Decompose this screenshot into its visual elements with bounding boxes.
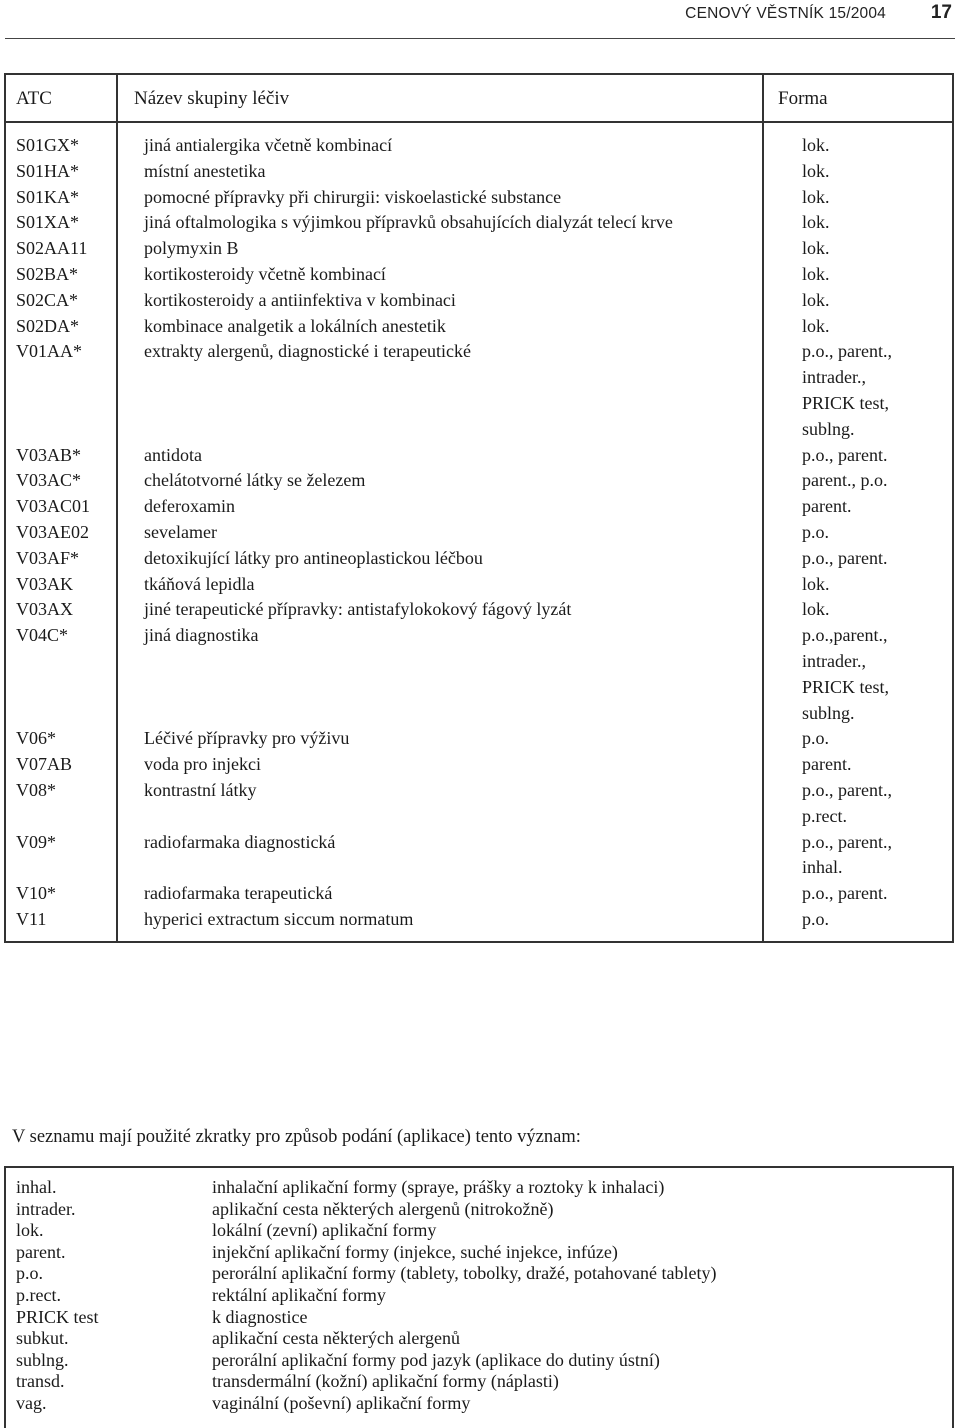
dosage-form-line: p.o., parent. [802,547,888,568]
abbreviation-meaning: lokální (zevní) aplikační formy [212,1220,437,1241]
drug-group-name: jiné terapeutické přípravky: antistafylokokový fágový lyzát [144,599,572,620]
dosage-form [784,339,960,442]
dosage-form-line: p.o.,parent., [802,625,888,646]
atc-code: V07AB [16,754,73,775]
table-row [6,133,952,159]
list-item [6,1263,952,1285]
abbreviation: transd. [16,1371,65,1392]
drug-group-name: kortikosteroidy včetně kombinací [144,263,386,284]
dosage-form-line: lok. [802,573,830,594]
list-item [6,1220,952,1242]
abbreviation: PRICK test [16,1306,99,1327]
atc-code: S02BA* [16,263,79,284]
atc-code: V03AF* [16,547,80,568]
dosage-form-line: p.o. [802,521,829,542]
atc-table-body [6,133,952,933]
table-row [6,468,952,494]
table-row [6,726,952,752]
drug-group-name: chelátotvorné látky se železem [144,470,366,491]
abbreviation-meaning: perorální aplikační formy (tablety, tobolky, dražé, potahované tablety) [212,1263,717,1284]
dosage-form-line: PRICK test, [802,676,890,697]
abbreviation-meaning: k diagnostice [212,1306,308,1327]
drug-group-name: extrakty alergenů, diagnostické i terapeutické [144,341,472,362]
abbreviations-table-body [6,1177,952,1415]
abbreviation-meaning: perorální aplikační formy pod jazyk (aplikace do dutiny ústní) [212,1349,660,1370]
drug-group-name: detoxikující látky pro antineoplastickou léčbou [144,547,483,568]
table-row [6,314,952,340]
atc-table [4,73,954,943]
table-row [6,210,952,236]
abbreviation-meaning: transdermální (kožní) aplikační formy (náplasti) [212,1371,559,1392]
drug-group-name: jiná antialergika včetně kombinací [144,135,393,155]
drug-group-name: Léčivé přípravky pro výživu [144,728,350,749]
drug-group-name: kombinace analgetik a lokálních anestetik [144,315,446,336]
table-row [6,830,952,882]
atc-code: V03AC01 [16,496,91,517]
page-number: 17 [930,2,952,23]
dosage-form [784,159,960,185]
drug-group-name: radiofarmaka terapeutická [144,883,333,904]
table-row [6,546,952,572]
dosage-form [784,623,960,726]
header-row-divider [6,121,952,123]
dosage-form [784,133,960,159]
column-header-atc: ATC [16,88,52,109]
dosage-form-line: p.o. [802,908,829,929]
dosage-form-line: sublng. [802,702,855,723]
dosage-form [784,881,960,907]
dosage-form-line: p.o., parent. [802,883,888,904]
header-divider [5,38,955,39]
dosage-form [784,752,960,778]
dosage-form [784,572,960,598]
list-item [6,1199,952,1221]
column-header-form: Forma [778,88,828,109]
dosage-form [784,726,960,752]
abbreviation: subkut. [16,1328,69,1349]
dosage-form-line: p.o., parent. [802,444,888,465]
atc-code: V08* [16,779,56,800]
atc-code: V06* [16,728,56,749]
drug-group-name: kortikosteroidy a antiinfektiva v kombinaci [144,289,456,310]
drug-group-name: jiná oftalmologika s výjimkou přípravků obsahujících dialyzát telecí krve [144,212,673,233]
abbreviation-meaning: inhalační aplikační formy (spraye, prášky a roztoky k inhalaci) [212,1177,665,1197]
dosage-form [784,597,960,623]
list-item [6,1177,952,1199]
atc-code: V11 [16,908,47,929]
dosage-form-line: p.o., parent., [802,779,892,800]
dosage-form-line: parent. [802,496,852,517]
atc-code: V04C* [16,625,69,646]
drug-group-name: polymyxin B [144,238,239,259]
abbreviation: vag. [16,1392,47,1413]
drug-group-name: pomocné přípravky při chirurgii: viskoelastické substance [144,186,562,207]
table-row [6,159,952,185]
atc-code: S02AA11 [16,238,88,259]
atc-code: V03AX [16,599,73,620]
list-item [6,1371,952,1393]
dosage-form-line: lok. [802,599,830,620]
table-row [6,778,952,830]
journal-title: CENOVÝ VĚSTNÍK 15/2004 [685,5,886,22]
dosage-form [784,830,960,882]
atc-code: V03AK [16,573,73,594]
table-row [6,339,952,442]
table-row [6,881,952,907]
table-row [6,443,952,469]
table-row [6,494,952,520]
drug-group-name: kontrastní látky [144,779,257,800]
dosage-form [784,778,960,830]
dosage-form [784,314,960,340]
atc-code: S01XA* [16,212,80,233]
dosage-form-line: lok. [802,263,830,284]
table-row [6,907,952,933]
dosage-form-line: lok. [802,186,830,207]
abbreviation: lok. [16,1220,44,1241]
dosage-form [784,443,960,469]
abbreviation: p.o. [16,1263,43,1284]
dosage-form-line: intrader., [802,650,866,671]
drug-group-name: antidota [144,444,202,465]
abbreviation-meaning: vaginální (poševní) aplikační formy [212,1392,471,1413]
abbreviations-note: V seznamu mají použité zkratky pro způsob podání (aplikace) tento význam: [12,1127,581,1147]
table-row [6,262,952,288]
atc-code: V01AA* [16,341,82,362]
abbreviation: intrader. [16,1198,76,1219]
atc-code: V03AC* [16,470,82,491]
dosage-form-line: p.o., parent., [802,831,892,852]
abbreviation-meaning: rektální aplikační formy [212,1284,386,1305]
list-item [6,1393,952,1415]
drug-group-name: deferoxamin [144,496,235,517]
drug-group-name: radiofarmaka diagnostická [144,831,336,852]
dosage-form-line: lok. [802,135,830,155]
abbreviation-meaning: aplikační cesta některých alergenů (nitrokožně) [212,1198,554,1219]
column-header-name: Název skupiny léčiv [134,88,290,109]
table-row [6,288,952,314]
drug-group-name: jiná diagnostika [144,625,259,646]
atc-code: S01GX* [16,135,80,155]
atc-code: V03AE02 [16,521,89,542]
list-item [6,1307,952,1329]
list-item [6,1242,952,1264]
dosage-form-line: intrader., [802,367,866,388]
table-row [6,623,952,726]
abbreviation-meaning: injekční aplikační formy (injekce, suché injekce, infúze) [212,1241,618,1262]
atc-code: V10* [16,883,56,904]
dosage-form [784,494,960,520]
list-item [6,1350,952,1372]
atc-code: S01HA* [16,160,80,181]
dosage-form [784,468,960,494]
drug-group-name: hyperici extractum siccum normatum [144,908,414,929]
dosage-form [784,907,960,933]
dosage-form [784,210,960,236]
dosage-form [784,262,960,288]
dosage-form [784,546,960,572]
dosage-form-line: lok. [802,289,830,310]
table-row [6,185,952,211]
abbreviations-table [4,1166,954,1428]
abbreviation: p.rect. [16,1284,61,1305]
atc-code: V09* [16,831,56,852]
drug-group-name: sevelamer [144,521,217,542]
drug-group-name: místní anestetika [144,160,266,181]
dosage-form-line: p.o., parent., [802,341,892,362]
dosage-form-line: lok. [802,212,830,233]
dosage-form [784,185,960,211]
table-row [6,520,952,546]
abbreviation-meaning: aplikační cesta některých alergenů [212,1328,461,1349]
abbreviation: inhal. [16,1177,57,1197]
dosage-form [784,520,960,546]
dosage-form-line: p.rect. [802,805,847,826]
table-row [6,752,952,778]
list-item [6,1328,952,1350]
atc-code: S02DA* [16,315,80,336]
abbreviation: sublng. [16,1349,69,1370]
dosage-form-line: p.o. [802,728,829,749]
dosage-form-line: sublng. [802,418,855,439]
dosage-form-line: lok. [802,238,830,259]
atc-code: V03AB* [16,444,82,465]
drug-group-name: tkáňová lepidla [144,573,255,594]
list-item [6,1285,952,1307]
table-row [6,597,952,623]
atc-code: S01KA* [16,186,80,207]
drug-group-name: voda pro injekci [144,754,261,775]
dosage-form-line: PRICK test, [802,392,890,413]
atc-code: S02CA* [16,289,79,310]
dosage-form [784,288,960,314]
dosage-form [784,236,960,262]
dosage-form-line: lok. [802,160,830,181]
dosage-form-line: lok. [802,315,830,336]
abbreviation: parent. [16,1241,66,1262]
dosage-form-line: parent. [802,754,852,775]
dosage-form-line: inhal. [802,857,843,878]
dosage-form-line: parent., p.o. [802,470,888,491]
table-row [6,236,952,262]
table-row [6,572,952,598]
